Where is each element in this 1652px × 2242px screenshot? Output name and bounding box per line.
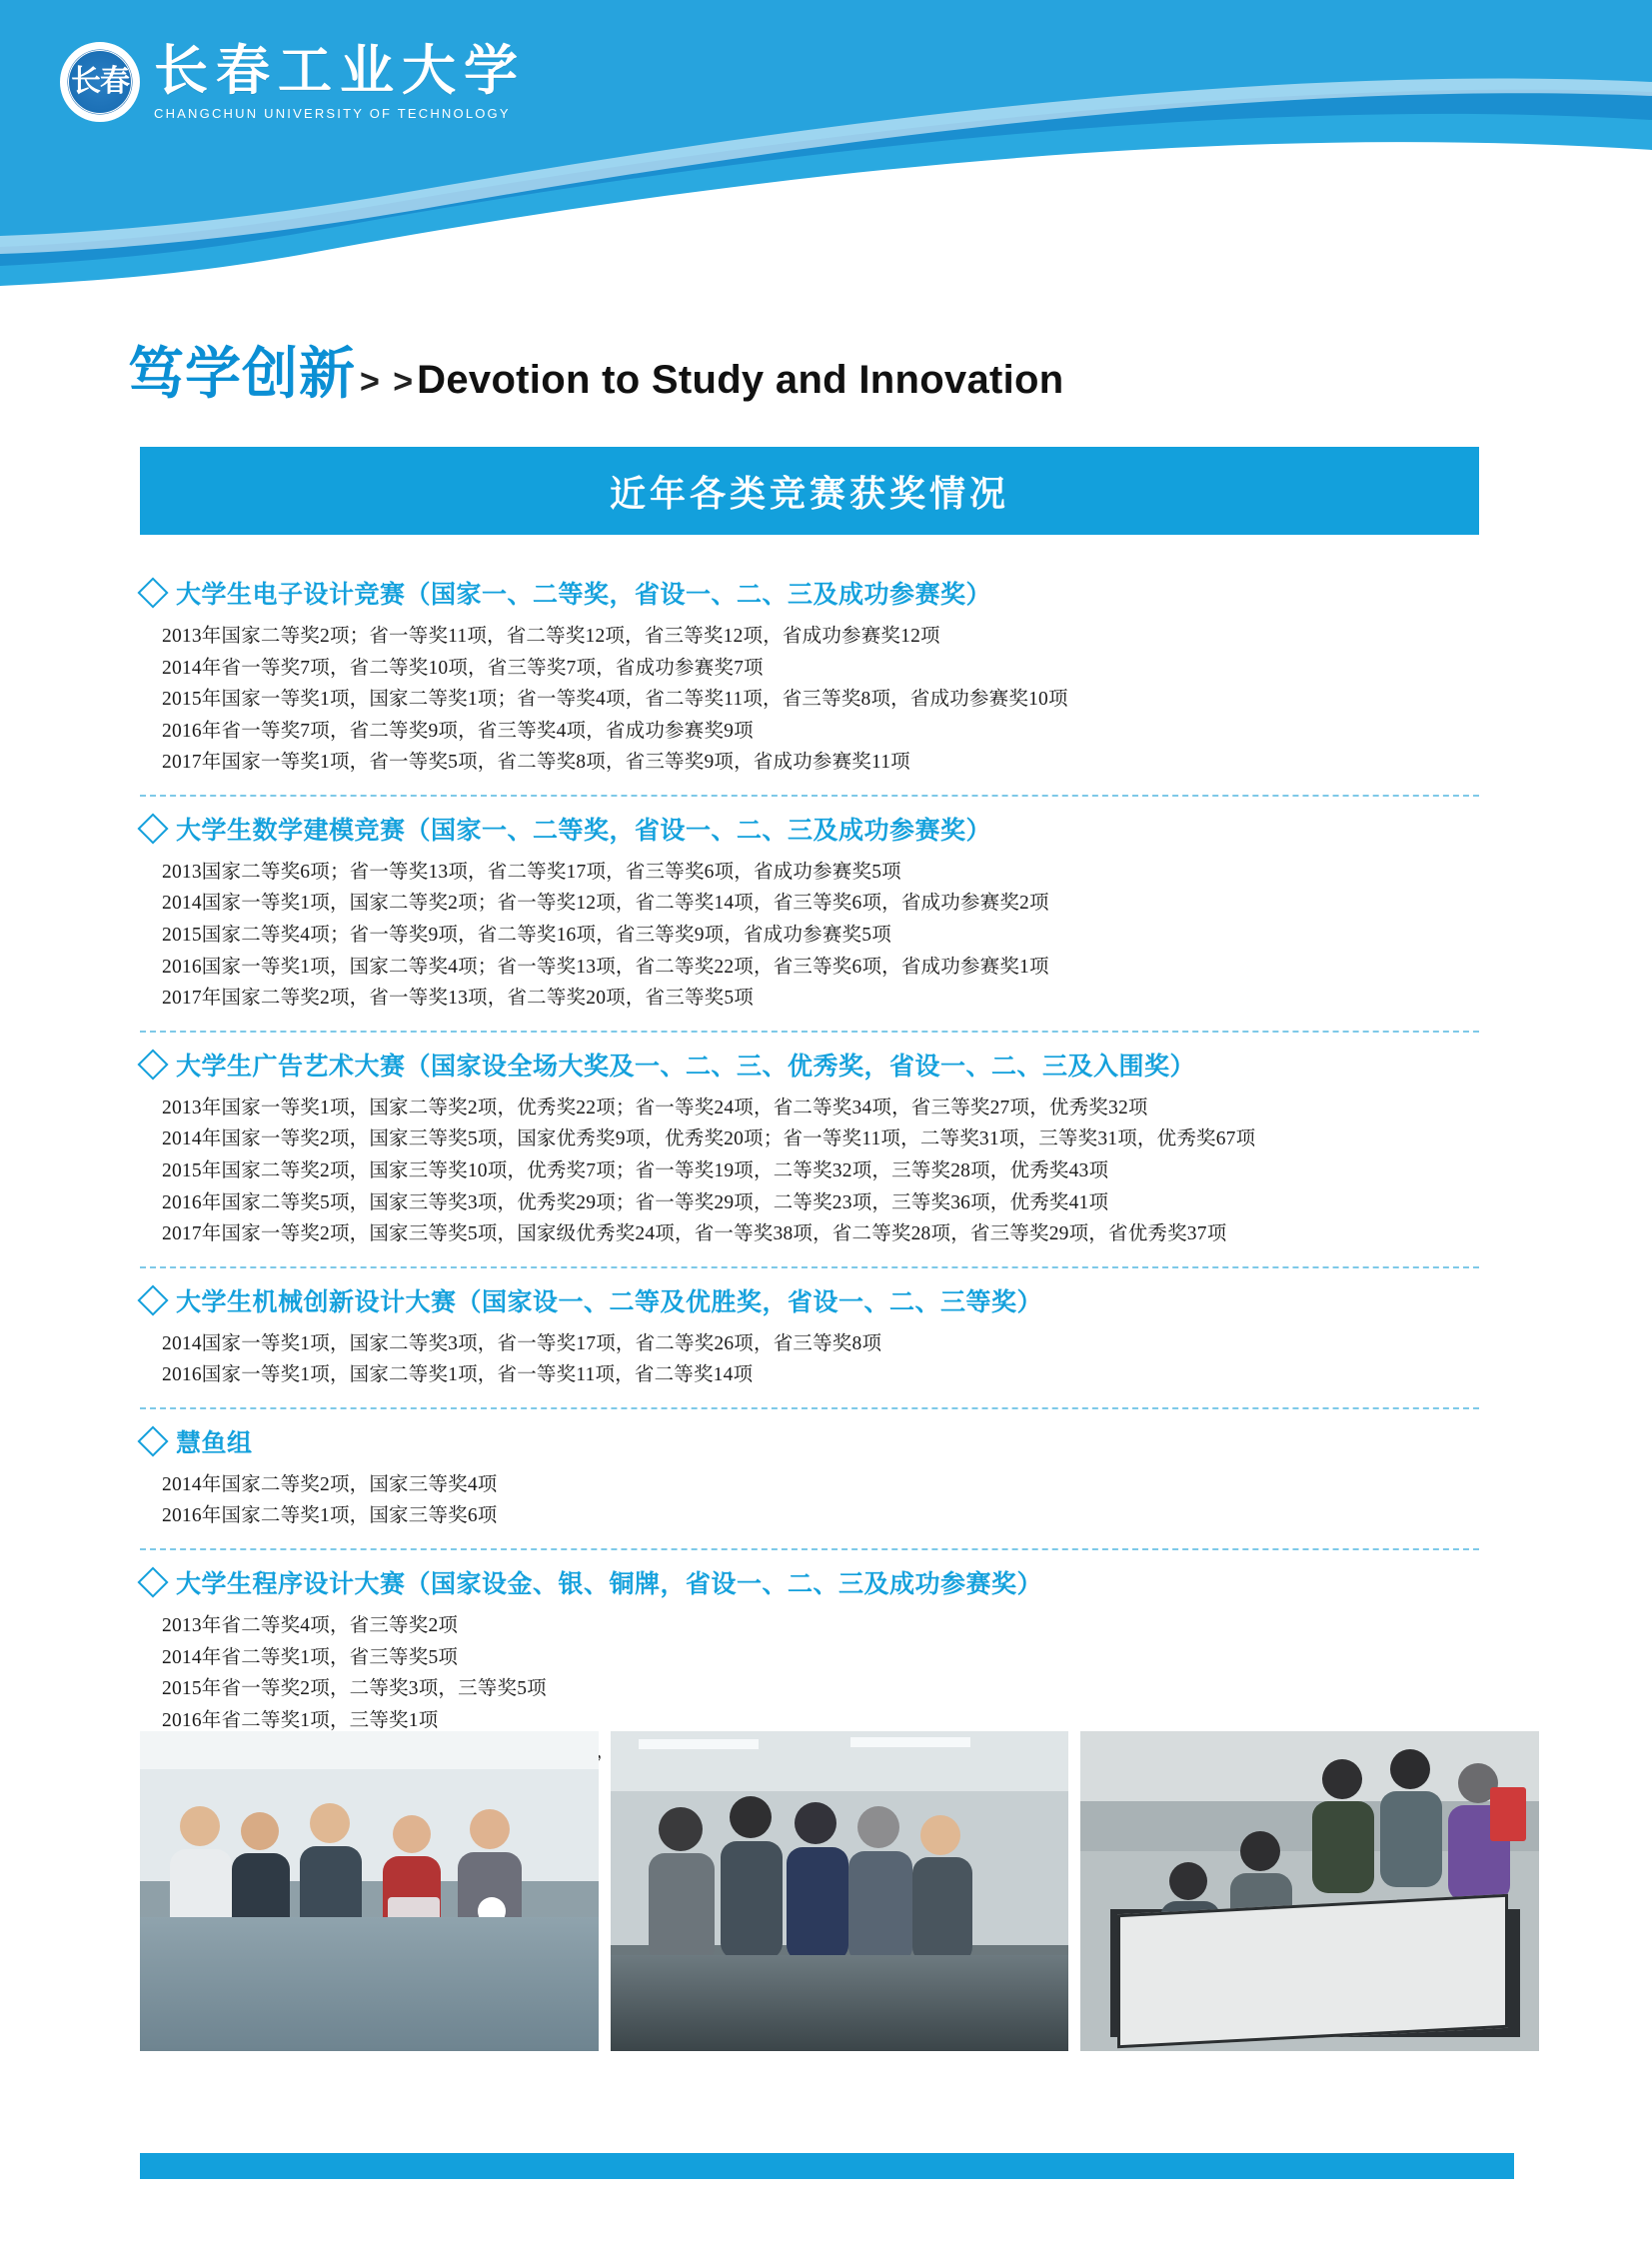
photo-robot-competition-art xyxy=(1080,1731,1539,2051)
dashed-divider xyxy=(140,1548,1479,1550)
dashed-divider xyxy=(140,795,1479,797)
award-line: 2014年国家二等奖2项，国家三等奖4项 xyxy=(162,1473,498,1495)
award-block-title: 大学生广告艺术大赛（国家设全场大奖及一、二、三、优秀奖，省设一、二、三及入围奖） xyxy=(176,1053,1196,1081)
diamond-bullet-icon xyxy=(137,1566,168,1597)
photo-computer-room xyxy=(611,1731,1069,2051)
award-line: 2016国家一等奖1项，国家二等奖1项，省一等奖11项，省二等奖14项 xyxy=(162,1364,754,1386)
award-block-title: 大学生电子设计竞赛（国家一、二等奖，省设一、二、三及成功参赛奖） xyxy=(176,582,992,609)
award-line: 2014国家一等奖1项，国家二等奖2项；省一等奖12项，省二等奖14项，省三等奖6项，省成功参赛奖2项 xyxy=(162,893,1049,915)
award-block-header xyxy=(140,1564,1479,1600)
dashed-divider xyxy=(140,1031,1479,1033)
award-block xyxy=(140,575,1479,785)
award-line: 2013国家二等奖6项；省一等奖13项，省二等奖17项，省三等奖6项，省成功参赛奖5项 xyxy=(162,861,901,883)
page-title-zh: 笃学创新 xyxy=(128,344,356,406)
award-line: 2017年国家二等奖2项，省一等奖13项，省二等奖20项，省三等奖5项 xyxy=(162,988,755,1010)
page-title-en: Devotion to Study and Innovation xyxy=(417,358,1064,402)
award-block-header xyxy=(140,1047,1479,1083)
award-block-header xyxy=(140,811,1479,847)
award-block-header xyxy=(140,575,1479,611)
award-line: 2015国家二等奖4项；省一等奖9项，省二等奖16项，省三等奖9项，省成功参赛奖5项 xyxy=(162,925,891,947)
page-header xyxy=(0,0,1652,290)
diamond-bullet-icon xyxy=(137,813,168,844)
diamond-bullet-icon xyxy=(137,577,168,608)
diamond-bullet-icon xyxy=(137,1049,168,1080)
title-arrow-icon: > > xyxy=(360,363,416,401)
award-block-title: 大学生程序设计大赛（国家设金、银、铜牌，省设一、二、三及成功参赛奖） xyxy=(176,1570,1043,1598)
award-block xyxy=(140,1423,1479,1538)
photo-lab-discussion-art xyxy=(140,1731,599,2051)
award-line: 2016国家一等奖1项，国家二等奖4项；省一等奖13项，省二等奖22项，省三等奖6项，省成功参赛奖1项 xyxy=(162,956,1049,978)
award-line: 2015年国家一等奖1项，国家二等奖1项；省一等奖4项，省二等奖11项，省三等奖8项，省成功参赛奖10项 xyxy=(162,689,1068,711)
award-block-header xyxy=(140,1423,1479,1459)
award-block-header xyxy=(140,1282,1479,1318)
footer-bar xyxy=(140,2153,1514,2179)
dashed-divider xyxy=(140,1407,1479,1409)
award-line: 2013年省二等奖4项，省三等奖2项 xyxy=(162,1614,459,1636)
award-block-lines xyxy=(162,621,1479,779)
photo-lab-discussion xyxy=(140,1731,599,2051)
award-block-lines xyxy=(162,1093,1479,1250)
award-block-title: 大学生机械创新设计大赛（国家设一、二等及优胜奖，省设一、二、三等奖） xyxy=(176,1288,1043,1316)
section-heading-text: 近年各类竞赛获奖情况 xyxy=(609,473,1009,514)
award-block-title: 慧鱼组 xyxy=(176,1429,253,1457)
award-line: 2015年省一等奖2项，二等奖3项，三等奖5项 xyxy=(162,1678,547,1700)
award-block-lines xyxy=(162,1469,1479,1532)
university-name-en: CHANGCHUN UNIVERSITY OF TECHNOLOGY xyxy=(154,105,511,121)
award-line: 2016年国家二等奖1项，国家三等奖6项 xyxy=(162,1505,498,1527)
award-line: 2014年省二等奖1项，省三等奖5项 xyxy=(162,1646,459,1668)
award-block xyxy=(140,1047,1479,1256)
award-line: 2014国家一等奖1项，国家二等奖3项，省一等奖17项，省二等奖26项，省三等奖8项 xyxy=(162,1332,882,1354)
seal-text: 长春 xyxy=(71,65,129,98)
page-title xyxy=(128,330,1064,410)
award-line: 2016年省二等奖1项，三等奖1项 xyxy=(162,1709,439,1731)
award-block-lines xyxy=(162,857,1479,1015)
university-name-zh: 长春工业大学 xyxy=(154,41,526,102)
university-seal-icon xyxy=(60,42,140,122)
award-line: 2014年省一等奖7项，省二等奖10项，省三等奖7项，省成功参赛奖7项 xyxy=(162,657,764,679)
diamond-bullet-icon xyxy=(137,1425,168,1456)
award-line: 2013年国家二等奖2项；省一等奖11项，省二等奖12项，省三等奖12项，省成功参赛奖12项 xyxy=(162,626,940,647)
award-line: 2017年国家一等奖1项，省一等奖5项，省二等奖8项，省三等奖9项，省成功参赛奖11项 xyxy=(162,752,910,774)
photo-computer-room-art xyxy=(611,1731,1069,2051)
award-block xyxy=(140,1282,1479,1397)
award-block-title: 大学生数学建模竞赛（国家一、二等奖，省设一、二、三及成功参赛奖） xyxy=(176,817,992,845)
award-line: 2015年国家二等奖2项，国家三等奖10项，优秀奖7项；省一等奖19项，二等奖32项，三等奖28项，优秀奖43项 xyxy=(162,1159,1109,1181)
award-line: 2016年省一等奖7项，省二等奖9项，省三等奖4项，省成功参赛奖9项 xyxy=(162,720,754,742)
university-logo xyxy=(60,42,526,122)
award-line: 2014年国家一等奖2项，国家三等奖5项，国家优秀奖9项，优秀奖20项；省一等奖11项，二等奖31项，三等奖31项，优秀奖67项 xyxy=(162,1128,1256,1150)
award-line: 2017年国家一等奖2项，国家三等奖5项，国家级优秀奖24项，省一等奖38项，省二等奖28项，省三等奖29项，省优秀奖37项 xyxy=(162,1223,1227,1245)
dashed-divider xyxy=(140,1266,1479,1268)
award-block xyxy=(140,811,1479,1021)
award-line: 2013年国家一等奖1项，国家二等奖2项，优秀奖22项；省一等奖24项，省二等奖34项，省三等奖27项，优秀奖32项 xyxy=(162,1097,1148,1119)
photo-robot-competition xyxy=(1080,1731,1539,2051)
award-line: 2016年国家二等奖5项，国家三等奖3项，优秀奖29项；省一等奖29项，二等奖23项，三等奖36项，优秀奖41项 xyxy=(162,1191,1109,1213)
diamond-bullet-icon xyxy=(137,1284,168,1315)
award-block-lines xyxy=(162,1328,1479,1391)
photo-strip xyxy=(140,1731,1539,2051)
section-heading-bar xyxy=(140,447,1479,535)
awards-content xyxy=(140,575,1479,1774)
